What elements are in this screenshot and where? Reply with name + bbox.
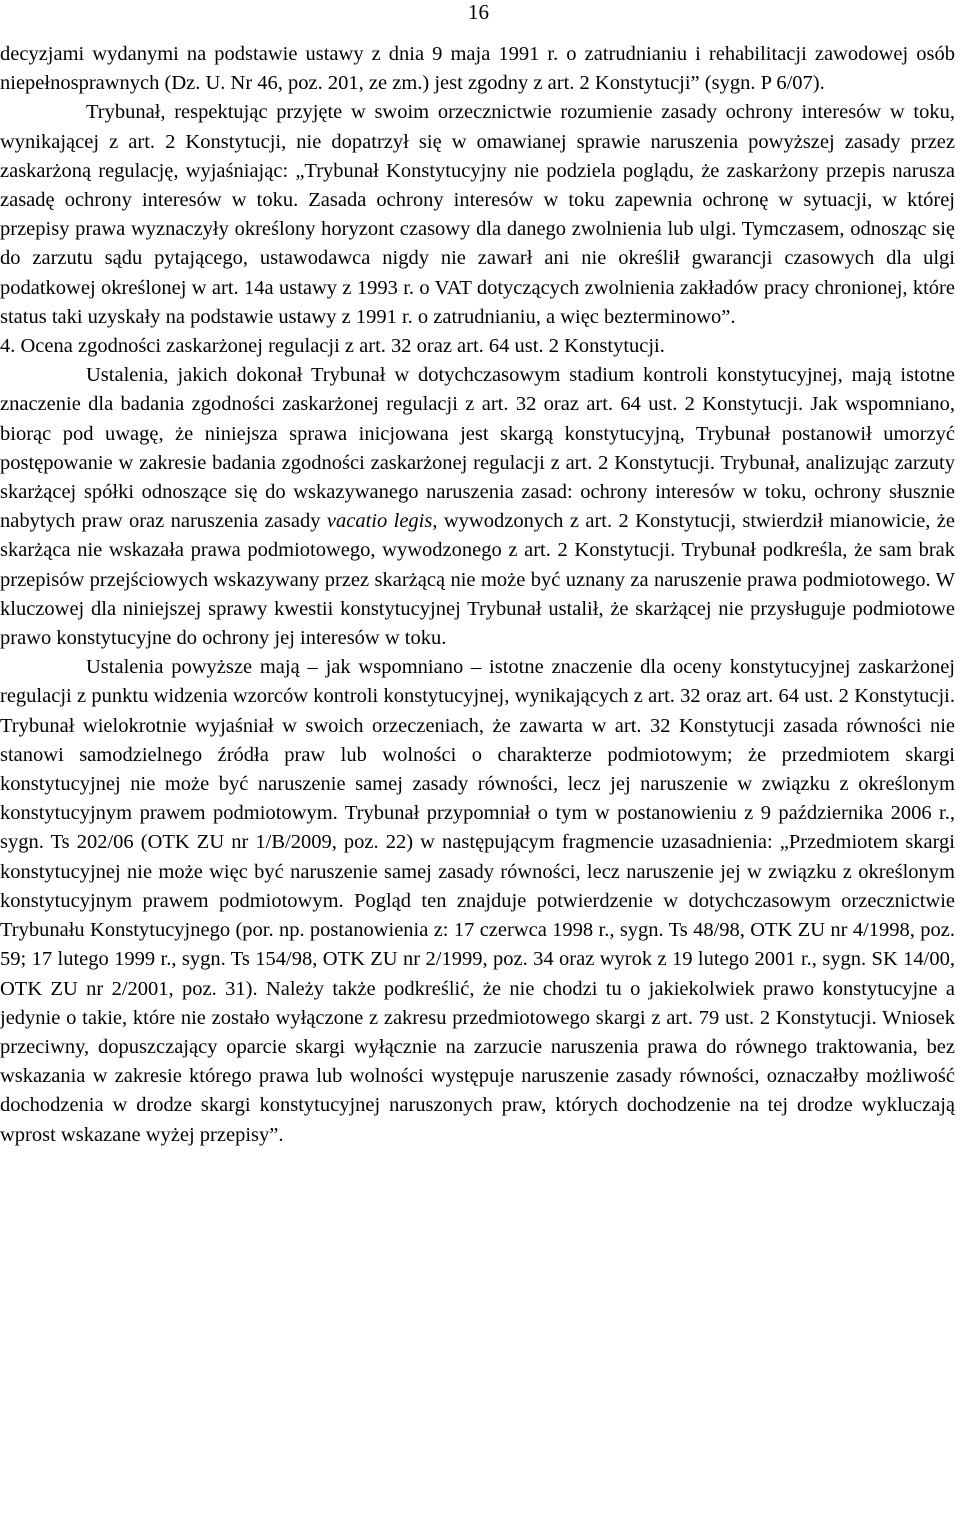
paragraph-continuation: decyzjami wydanymi na podstawie ustawy z dnia 9 maja 1991 r. o zatrudnianiu i rehabilitacji zawodowej osób niepełnosprawnych (Dz. U. Nr 46, poz. 201, ze zm.) jest zgodny z art. 2 Konstytucji” (sygn. P 6/07).	[0, 43, 955, 95]
paragraph-equality-principle: Ustalenia powyższe mają – jak wspomniano – istotne znaczenie dla oceny konstytucyjnej zaskarżonej regulacji z punktu widzenia wzorców kontroli konstytucyjnej, wynikających z art. 32 oraz art. 64 ust. 2 Konstytucji. Trybunał wielokrotnie wyjaśniał w swoich orzeczeniach, że zawarta w art. 32 Konstytucji zasada równości nie stanowi samodzielnego źródła praw lub wolności o charakterze podmiotowym; że przedmiotem skargi konstytucyjnej nie może być naruszenie samej zasady równości, lecz jej naruszenie w związku z określonym konstytucyjnym prawem podmiotowym. Trybunał przypomniał o tym w postanowieniu z 9 października 2006 r., sygn. Ts 202/06 (OTK ZU nr 1/B/2009, poz. 22) w następującym fragmencie uzasadnienia: „Przedmiotem skargi konstytucyjnej nie może więc być naruszenie samej zasady równości, lecz naruszenie jej w związku z określonym konstytucyjnym prawem podmiotowym. Pogląd ten znajduje potwierdzenie w dotychczasowym orzecznictwie Trybunału Konstytucyjnego (por. np. postanowienia z: 17 czerwca 1998 r., sygn. Ts 48/98, OTK ZU nr 4/1998, poz. 59; 17 lutego 1999 r., sygn. Ts 154/98, OTK ZU nr 2/1999, poz. 34 oraz wyrok z 19 lutego 2001 r., sygn. SK 14/00, OTK ZU nr 2/2001, poz. 31). Należy także podkreślić, że nie chodzi tu o jakiekolwiek prawo konstytucyjne a jedynie o takie, które nie zostało wyłączone z zakresu przedmiotowego skargi z art. 79 ust. 2 Konstytucji. Wniosek przeciwny, dopuszczający oparcie skargi wyłącznie na zarzucie naruszenia prawa do równego traktowania, bez wskazania w zakresie którego prawa lub wolności występuje naruszenie zasady równości, oznaczałby możliwość dochodzenia w drodze skargi konstytucyjnej naruszonych praw, których dochodzenie na tej drodze wykluczają wprost wskazane wyżej przepisy”.	[0, 656, 955, 1146]
document-body	[0, 40, 955, 1150]
paragraph-interests-in-progress: Trybunał, respektując przyjęte w swoim orzecznictwie rozumienie zasady ochrony interesów w toku, wynikającej z art. 2 Konstytucji, nie dopatrzył się w omawianej sprawie naruszenia powyższej zasady przez zaskarżoną regulację, wyjaśniając: „Trybunał Konstytucyjny nie podziela poglądu, że zaskarżony przepis narusza zasadę ochrony interesów w toku. Zasada ochrony interesów w toku zapewnia ochronę w sytuacji, w której przepisy prawa wyznaczyły określony horyzont czasowy dla danego zwolnienia lub ulgi. Tymczasem, odnosząc się do zarzutu sądu pytającego, ustawodawca nigdy nie zawarł ani nie określił gwarancji czasowych dla ulgi podatkowej określonej w art. 14a ustawy z 1993 r. o VAT dotyczących zwolnienia zakładów pracy chronionej, które status taki uzyskały na podstawie ustawy z 1991 r. o zatrudnianiu, a więc bezterminowo”.	[0, 101, 955, 328]
section-heading: 4. Ocena zgodności zaskarżonej regulacji z art. 32 oraz art. 64 ust. 2 Konstytucji.	[0, 335, 665, 358]
paragraph-findings-text-a: Ustalenia, jakich dokonał Trybunał w dotychczasowym stadium kontroli konstytucyjnej, mają istotne znaczenie dla badania zgodności zaskarżonej regulacji z art. 32 oraz art. 64 ust. 2 Konstytucji. Jak wspomniano, biorąc pod uwagę, że niniejsza sprawa inicjowana jest skargą konstytucyjną, Trybunał postanowił umorzyć postępowanie w zakresie badania zgodności zaskarżonej regulacji z art. 2 Konstytucji. Trybunał, analizując zarzuty skarżącej spółki odnoszące się do wskazywanego naruszenia zasad: ochrony interesów w toku, ochrony słusznie nabytych praw oraz naruszenia zasady	[0, 364, 955, 533]
paragraph-findings-text-b: , wywodzonych z art. 2 Konstytucji, stwierdził mianowicie, że skarżąca nie wskazała prawa podmiotowego, wywodzonego z art. 2 Konstytucji. Trybunał podkreśla, że sam brak przepisów przejściowych wskazywany przez skarżącą nie może być uznany za naruszenie prawa podmiotowego. W kluczowej dla niniejszej sprawy kwestii konstytucyjnej Trybunał ustalił, że skarżącej nie przysługuje podmiotowe prawo konstytucyjne do ochrony jej interesów w toku.	[0, 510, 955, 650]
paragraph-findings	[0, 361, 955, 653]
page-number: 16	[468, 0, 489, 24]
latin-term: vacatio legis	[326, 510, 433, 533]
